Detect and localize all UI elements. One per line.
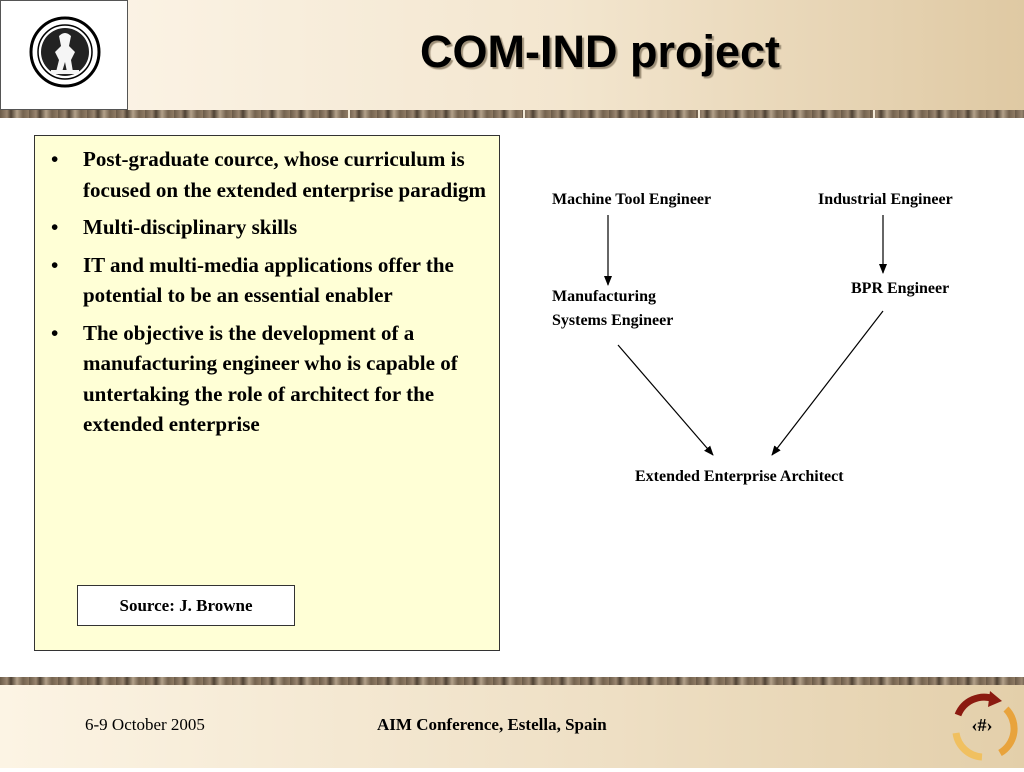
node-manufacturing-systems-engineer-line1: Manufacturing — [552, 288, 656, 305]
slide-title: COM-IND project — [420, 26, 780, 77]
bullet-text: Post-graduate cource, whose curriculum is focused on the extended enterprise paradigm — [83, 147, 487, 202]
arrow-bpr-to-architect — [772, 311, 883, 455]
slide-number: ‹#› — [971, 715, 993, 735]
slide-number-badge — [942, 687, 1022, 767]
node-manufacturing-systems-engineer-line2: Systems Engineer — [552, 312, 674, 329]
bullet-dot: • — [51, 215, 59, 239]
node-machine-tool-engineer: Machine Tool Engineer — [552, 191, 712, 208]
footer-date: 6-9 October 2005 — [85, 715, 205, 734]
footer-divider — [0, 677, 1024, 685]
bullet-text: IT and multi-media applications offer the potential to be an essential enabler — [83, 252, 454, 307]
bullet-dot: • — [51, 252, 59, 277]
bullet-text: Multi-disciplinary skills — [83, 215, 298, 239]
arrow-manufacturing-to-architect — [618, 345, 713, 455]
bullet-dot: • — [51, 320, 59, 345]
slide-footer — [0, 685, 1024, 768]
node-industrial-engineer: Industrial Engineer — [818, 191, 953, 208]
bullet-text: The objective is the development of a manufacturing engineer who is capable of untertaking the role of architect for the extended enterprise — [83, 320, 458, 436]
footer-conference: AIM Conference, Estella, Spain — [377, 715, 607, 734]
node-extended-enterprise-architect: Extended Enterprise Architect — [635, 468, 844, 485]
bullet-dot: • — [51, 147, 59, 171]
node-bpr-engineer: BPR Engineer — [851, 280, 950, 297]
source-caption: Source: J. Browne — [77, 585, 295, 626]
